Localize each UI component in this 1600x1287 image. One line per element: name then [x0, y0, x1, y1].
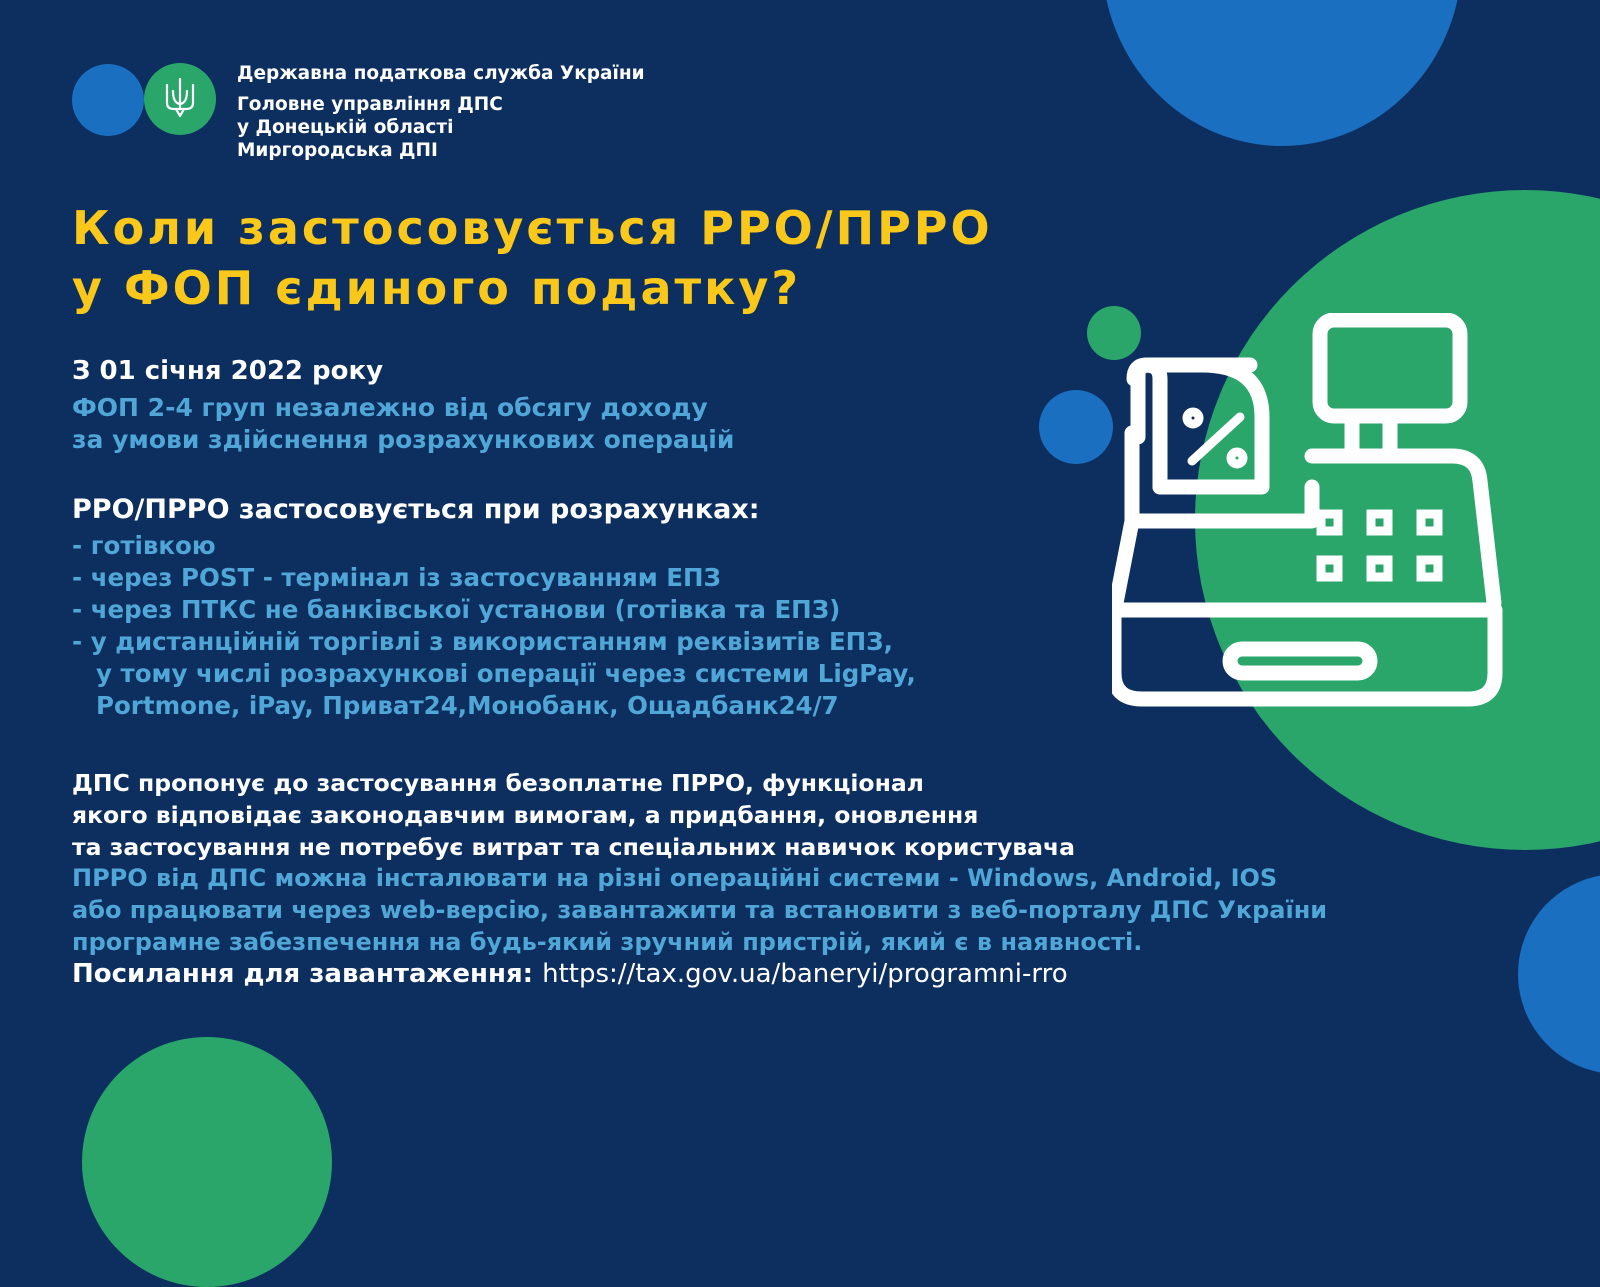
trident-emblem-icon: [162, 77, 198, 119]
org-name: Державна податкова служба України: [237, 63, 645, 84]
paragraph-line: ПРРО від ДПС можна інсталювати на різні операційні системи - Windows, Android, IOS: [72, 864, 1278, 892]
download-url-link[interactable]: https://tax.gov.ua/baneryi/programni-rro: [542, 959, 1068, 989]
usage-list: [72, 530, 916, 722]
decor-circle-blue-bottom: [1518, 874, 1600, 1074]
org-office: Миргородська ДПІ: [237, 140, 438, 161]
paragraph-line: та застосування не потребує витрат та спеціальних навичок користувача: [72, 833, 1076, 861]
paragraph-line: якого відповідає законодавчим вимогам, а придбання, оновлення: [72, 801, 979, 829]
org-department: Головне управління ДПС: [237, 94, 503, 115]
list-item-continuation: Portmone, iPay, Приват24,Монобанк, Ощадбанк24/7: [96, 691, 839, 720]
decor-circle-blue-small: [1039, 390, 1113, 464]
title-line-1: Коли застосовується РРО/ПРРО: [72, 201, 993, 255]
paragraph-line: ДПС пропонує до застосування безоплатне ПРРО, функціонал: [72, 769, 924, 797]
organization-block: [237, 62, 645, 162]
detail-line: за умови здійснення розрахункових операцій: [72, 425, 735, 454]
paragraph-line: програмне забезпечення на будь-який зручний пристрій, який є в наявності.: [72, 928, 1143, 956]
start-date-details: [72, 392, 734, 456]
list-item: - через POST - термінал із застосуванням ЕПЗ: [72, 563, 721, 592]
list-item: - через ПТКС не банківської установи (готівка та ЕПЗ): [72, 595, 841, 624]
logo-circle-blue: [72, 64, 144, 136]
page-title: [72, 198, 993, 318]
download-label: Посилання для завантаження: [72, 959, 523, 989]
install-paragraph: [72, 862, 1327, 958]
list-item: - готівкою: [72, 531, 216, 560]
usage-heading: РРО/ПРРО застосовується при розрахунках:: [72, 494, 760, 525]
paragraph-line: або працювати через web-версію, завантажити та встановити з веб-порталу ДПС України: [72, 896, 1328, 924]
label-colon: :: [522, 959, 543, 989]
org-region: у Донецькій області: [237, 117, 454, 138]
start-date-heading: З 01 січня 2022 року: [72, 356, 384, 386]
list-item: - у дистанційній торгівлі з використанням реквізитів ЕПЗ,: [72, 627, 893, 656]
title-line-2: у ФОП єдиного податку?: [72, 261, 802, 315]
free-prro-paragraph: [72, 767, 1075, 863]
download-link-line: [72, 958, 1068, 990]
decor-circle-blue-top: [1102, 0, 1462, 146]
detail-line: ФОП 2-4 груп незалежно від обсягу доходу: [72, 393, 708, 422]
list-item-continuation: у тому числі розрахункові операції через системи LigPay,: [96, 659, 916, 688]
decor-circle-green-bottom: [82, 1037, 332, 1287]
cash-register-icon: [1112, 313, 1532, 733]
